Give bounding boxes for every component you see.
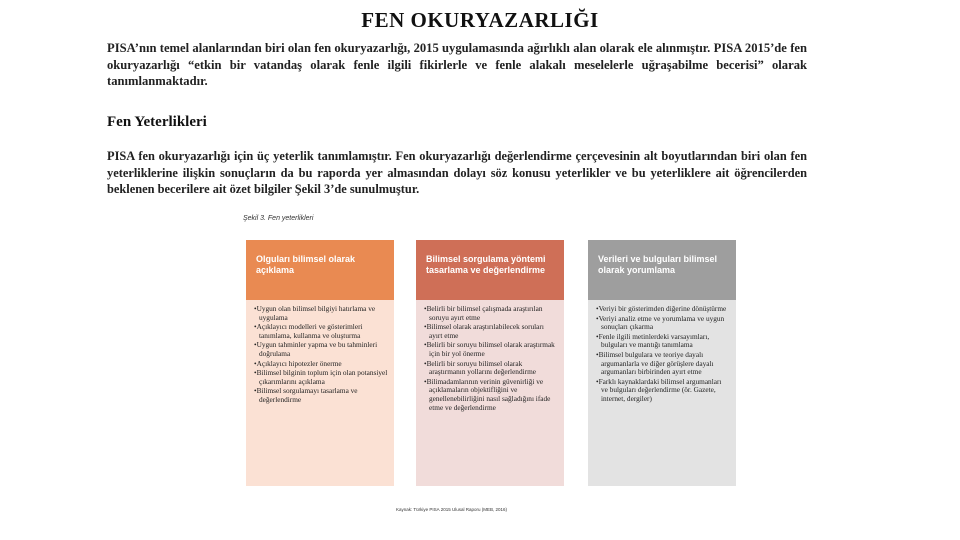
list-item: • Fenle ilgili metinlerdeki varsayımları, bulguları ve mantığı tanımlama: [596, 333, 730, 350]
column-title: Verileri ve bulguları bilimsel olarak yorumlama: [588, 240, 736, 300]
column-title: Olguları bilimsel olarak açıklama: [246, 240, 394, 300]
source-note: Kaynak: Türkiye PISA 2015 Ulusal Raporu (MEB, 2016): [396, 507, 507, 512]
list-item: • Uygun tahminler yapma ve bu tahminleri doğrulama: [254, 341, 388, 358]
column-body: [588, 300, 736, 486]
list-item: • Bilimsel bilginin toplum için olan potansiyel çıkarımlarını açıklama: [254, 369, 388, 386]
section-paragraph: PISA fen okuryazarlığı için üç yeterlik tanımlamıştır. Fen okuryazarlığı değerlendirme çerçevesinin alt boyutlarından biri olan fen yeterliklerine ilişkin sonuçların da bu raporda yer almasından dolayı söz konusu yeterlikler ve bu yeterliklere ait öğrencilerden beklenen becerilere ait özet bilgiler Şekil 3’de sunulmuştur.: [107, 149, 807, 196]
competency-column-design: [416, 240, 564, 486]
competency-column-interpret: [588, 240, 736, 486]
column-body: [246, 300, 394, 486]
list-item: • Belirli bir soruyu bilimsel olarak araştırmak için bir yol önerme: [424, 341, 558, 358]
intro-paragraph: PISA’nın temel alanlarından biri olan fen okuryazarlığı, 2015 uygulamasında ağırlıklı alan olarak ele alınmıştır. PISA 2015’de fen okuryazarlığı “etkin bir vatandaş olarak fenle ilgili fikirlerle ve fenle alakalı meselelerle uğraşabilme becerisi” olarak tanımlanmaktadır.: [107, 41, 807, 88]
list-item: • Farklı kaynaklardaki bilimsel argumanları ve bulguları değerlendirme (ör. Gazete, internet, dergiler): [596, 378, 730, 404]
list-item: • Açıklayıcı hipotezler önerme: [254, 360, 388, 369]
list-item: • Bilimsel bulgulara ve teoriye dayalı argumanlarla ve diğer görüşlere dayalı argumanları birbirinden ayırt etme: [596, 351, 730, 377]
list-item: • Veriyi bir gösterimden diğerine dönüştürme: [596, 305, 730, 314]
list-item: • Açıklayıcı modelleri ve gösterimleri tanımlama, kullanma ve oluşturma: [254, 323, 388, 340]
section-heading: Fen Yeterlikleri: [107, 114, 207, 130]
competency-column-explain: [246, 240, 394, 486]
list-item: • Bilimsel olarak araştırılabilecek soruları ayırt etme: [424, 323, 558, 340]
list-item: • Belirli bir soruyu bilimsel olarak araştırmanın yollarını değerlendirme: [424, 360, 558, 377]
list-item: • Bilimadamlarının verinin güvenirliği ve açıklamaların objektifliğini ve genellenebilirliğini nasıl sağladığını ifade etme ve değerlendirme: [424, 378, 558, 412]
column-title: Bilimsel sorgulama yöntemi tasarlama ve değerlendirme: [416, 240, 564, 300]
figure-caption: Şekil 3. Fen yeterlikleri: [243, 215, 314, 222]
list-item: • Belirli bir bilimsel çalışmada araştırılan soruyu ayırt etme: [424, 305, 558, 322]
list-item: • Uygun olan bilimsel bilgiyi hatırlama ve uygulama: [254, 305, 388, 322]
page-title: FEN OKURYAZARLIĞI: [361, 8, 599, 32]
list-item: • Veriyi analiz etme ve yorumlama ve uygun sonuçları çıkarma: [596, 315, 730, 332]
column-body: [416, 300, 564, 486]
list-item: • Bilimsel sorgulamayı tasarlama ve değerlendirme: [254, 387, 388, 404]
